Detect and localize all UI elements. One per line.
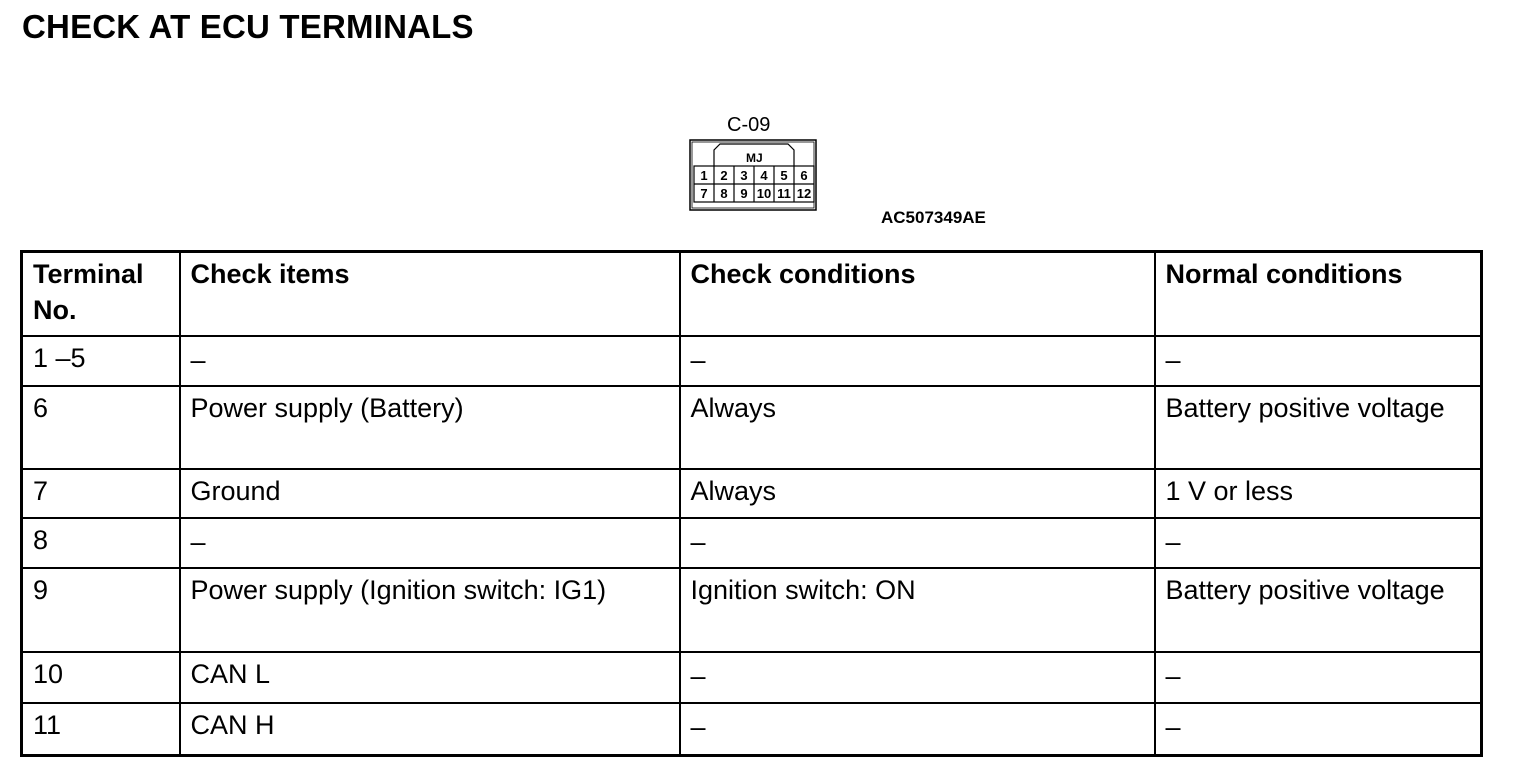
- table-row: [22, 703, 1482, 756]
- figure-code: AC507349AE: [881, 208, 986, 227]
- cell-check-condition: –: [680, 518, 1155, 568]
- pin-label: 9: [740, 186, 748, 201]
- header-normal-conditions: Normal conditions: [1155, 252, 1482, 336]
- cell-terminal: 11: [22, 703, 180, 756]
- cell-check-item: –: [180, 336, 680, 386]
- terminal-check-table: [20, 250, 1483, 757]
- cell-check-condition: Ignition switch: ON: [680, 568, 1155, 652]
- header-check-items: Check items: [180, 252, 680, 336]
- cell-terminal: 10: [22, 652, 180, 703]
- housing-label: MJ: [746, 151, 763, 165]
- cell-check-condition: –: [680, 336, 1155, 386]
- cell-check-item: Power supply (Battery): [180, 386, 680, 469]
- cell-normal-condition: Battery positive voltage: [1155, 568, 1482, 652]
- pin-label: 4: [760, 168, 768, 183]
- pin-label: 7: [700, 186, 708, 201]
- cell-terminal: 9: [22, 568, 180, 652]
- cell-normal-condition: –: [1155, 336, 1482, 386]
- page-title: CHECK AT ECU TERMINALS: [22, 8, 474, 45]
- cell-check-item: CAN H: [180, 703, 680, 756]
- cell-check-condition: Always: [680, 386, 1155, 469]
- pin-label: 12: [796, 186, 812, 201]
- connector-label: C-09: [727, 114, 771, 136]
- pin-label: 1: [700, 168, 708, 183]
- cell-terminal: 7: [22, 469, 180, 518]
- pin-label: 10: [756, 186, 772, 201]
- table-header-row: [22, 252, 1482, 336]
- pin-label: 11: [777, 186, 791, 201]
- cell-check-condition: –: [680, 703, 1155, 756]
- pin-grid: [694, 166, 814, 202]
- cell-normal-condition: Battery positive voltage: [1155, 386, 1482, 469]
- cell-normal-condition: –: [1155, 703, 1482, 756]
- pin-label: 5: [780, 168, 788, 183]
- header-check-conditions: Check conditions: [680, 252, 1155, 336]
- table-row: [22, 568, 1482, 652]
- pin-label: 8: [720, 186, 728, 201]
- table-row: [22, 652, 1482, 703]
- table-row: [22, 469, 1482, 518]
- table-row: [22, 518, 1482, 568]
- pin-label: 3: [740, 168, 748, 183]
- cell-check-condition: Always: [680, 469, 1155, 518]
- cell-normal-condition: –: [1155, 518, 1482, 568]
- cell-terminal: 8: [22, 518, 180, 568]
- connector-figure: [688, 112, 1008, 232]
- cell-normal-condition: 1 V or less: [1155, 469, 1482, 518]
- cell-check-item: Ground: [180, 469, 680, 518]
- pin-label: 6: [800, 168, 808, 183]
- cell-check-item: –: [180, 518, 680, 568]
- connector-diagram: [688, 138, 820, 228]
- cell-terminal: 1 –5: [22, 336, 180, 386]
- pin-label: 2: [720, 168, 728, 183]
- table-row: [22, 336, 1482, 386]
- cell-check-item: Power supply (Ignition switch: IG1): [180, 568, 680, 652]
- header-terminal-no: Terminal No.: [22, 252, 180, 336]
- table-row: [22, 386, 1482, 469]
- cell-terminal: 6: [22, 386, 180, 469]
- cell-check-condition: –: [680, 652, 1155, 703]
- cell-check-item: CAN L: [180, 652, 680, 703]
- cell-normal-condition: –: [1155, 652, 1482, 703]
